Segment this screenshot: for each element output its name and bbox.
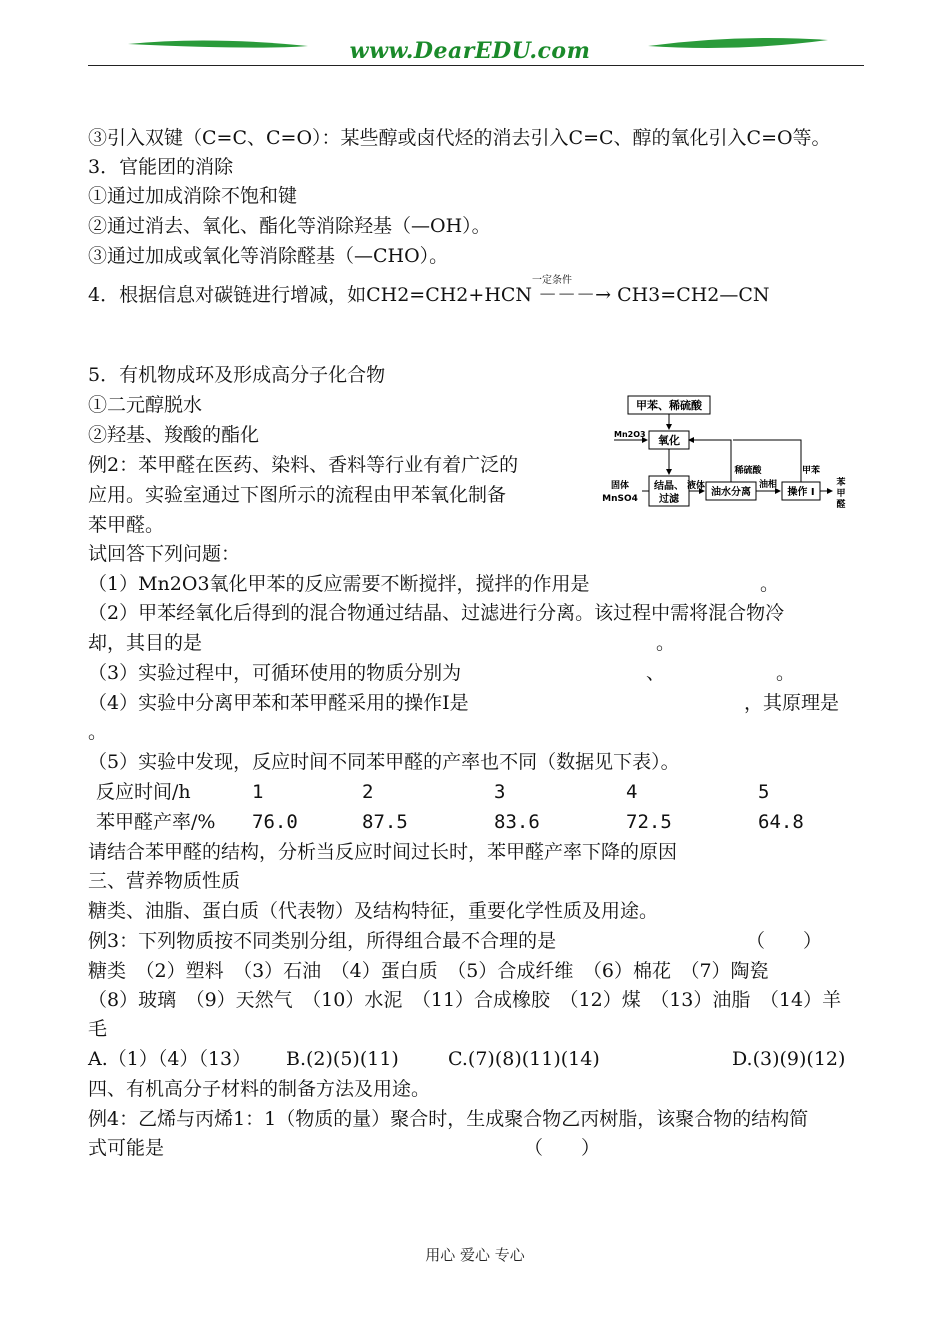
text-line: 糖类 （2）塑料 （3）石油 （4）蛋白质 （5）合成纤维 （6）棉花 （7）陶瓷 [88, 960, 769, 982]
text-line: 应用。实验室通过下图所示的流程由甲苯氧化制备 [88, 484, 507, 506]
text-line: 请结合苯甲醛的结构，分析当反应时间过长时，苯甲醛产率下降的原因 [88, 841, 678, 863]
text-line: （2）甲苯经氧化后得到的混合物通过结晶、过滤进行分离。该过程中需将混合物冷 [88, 602, 785, 624]
table-cell: 3 [494, 781, 506, 803]
text-line: ③通过加成或氧化等消除醛基（—CHO）。 [88, 245, 449, 267]
reaction-condition: 一定条件 [532, 275, 572, 286]
table-cell: 2 [362, 781, 374, 803]
text-line: 式可能是 [88, 1137, 165, 1159]
flow-label: Mn2O3 [614, 430, 646, 439]
text-line: 试回答下列问题： [88, 543, 241, 565]
flow-label: 苯 [836, 478, 846, 488]
flow-label: 油水分离 [711, 487, 751, 498]
flow-label: 操作 I [787, 487, 815, 498]
site-logo: www.DearEDU.com [349, 38, 591, 64]
text-line: （1）Mn2O3氧化甲苯的反应需要不断搅拌，搅拌的作用是 [88, 573, 590, 595]
table-cell: 76.0 [252, 811, 298, 833]
text-line: 却，其目的是 [88, 632, 203, 654]
flow-label: 甲 [836, 489, 846, 499]
header-rule [88, 65, 864, 66]
text-segment: 。 [760, 573, 780, 595]
page-footer: 用心 爱心 专心 [425, 1246, 525, 1264]
flow-label: 固体 [610, 481, 630, 491]
table-cell: 4 [626, 781, 638, 803]
table-cell: 1 [252, 781, 264, 803]
table-cell: 87.5 [362, 811, 408, 833]
text-line: 糖类、油脂、蛋白质（代表物）及结构特征，重要化学性质及用途。 [88, 900, 659, 922]
flow-label: 结晶、 [654, 481, 684, 492]
flow-label: 甲苯 [801, 466, 821, 476]
section-heading: 四、有机高分子材料的制备方法及用途。 [88, 1078, 431, 1100]
text-line: （3）实验过程中，可循环使用的物质分别为 [88, 662, 462, 684]
text-line: （8）玻璃 （9）天然气 （10）水泥 （11）合成橡胶 （12）煤 （13）油脂 （14）羊 [88, 989, 842, 1011]
table-cell: 64.8 [758, 811, 804, 833]
text-segment: 。 [656, 632, 676, 654]
table-header-label: 反应时间/h [96, 781, 191, 803]
answer-paren: （ ） [524, 1137, 601, 1159]
answer-paren: （ ） [746, 930, 823, 952]
flow-label: 过滤 [659, 494, 679, 505]
table-cell: 83.6 [494, 811, 540, 833]
text-line: （5）实验中发现，反应时间不同苯甲醛的产率也不同（数据见下表）。 [88, 751, 680, 773]
text-line: 3．官能团的消除 [88, 156, 234, 178]
text-line: 5．有机物成环及形成高分子化合物 [88, 364, 386, 386]
option-a: A.（1）（4）（13） [88, 1048, 252, 1070]
table-row-label: 苯甲醛产率/% [96, 811, 216, 833]
text-line [88, 281, 770, 309]
table-cell: 5 [758, 781, 770, 803]
flow-label: 醛 [836, 500, 846, 510]
text-segment: 、 [646, 662, 666, 684]
flow-label: MnSO4 [602, 494, 638, 504]
text-line: ①二元醇脱水 [88, 394, 203, 416]
text-line: ②通过消去、氧化、酯化等消除羟基（—OH）。 [88, 215, 491, 237]
text-line: （4）实验中分离甲苯和苯甲醛采用的操作I是 [88, 692, 469, 714]
flow-label: 稀硫酸 [734, 466, 762, 476]
text-segment: CH3=CH2—CN [617, 284, 770, 306]
reaction-arrow: －－－→ [538, 284, 612, 306]
text-line: 。 [88, 721, 108, 743]
flow-label: 液体 [686, 481, 706, 491]
text-line: 苯甲醛。 [88, 514, 165, 536]
text-line: 例4：乙烯与丙烯1：1（物质的量）聚合时，生成聚合物乙丙树脂，该聚合物的结构简 [88, 1108, 809, 1130]
process-flowchart [602, 393, 866, 518]
flow-label: 甲苯、稀硫酸 [636, 399, 702, 412]
flow-label: 油相 [758, 480, 778, 490]
section-heading: 三、营养物质性质 [88, 870, 241, 892]
option-d: D.(3)(9)(12) [732, 1048, 846, 1070]
option-c: C.(7)(8)(11)(14) [448, 1048, 600, 1070]
text-line: 毛 [88, 1018, 108, 1040]
text-segment: 。 [776, 662, 796, 684]
table-cell: 72.5 [626, 811, 672, 833]
text-line: 例2：苯甲醛在医药、染料、香料等行业有着广泛的 [88, 454, 519, 476]
text-line: ②羟基、羧酸的酯化 [88, 424, 260, 446]
flow-label: 氧化 [658, 434, 680, 447]
text-line: ①通过加成消除不饱和键 [88, 185, 298, 207]
option-b: B.(2)(5)(11) [286, 1048, 399, 1070]
text-line: ③引入双键（C=C、C=O）：某些醇或卤代烃的消去引入C=C、醇的氧化引入C=O等。 [88, 127, 831, 149]
text-line: 例3：下列物质按不同类别分组，所得组合最不合理的是 [88, 930, 557, 952]
text-segment: 4．根据信息对碳链进行增减，如CH2=CH2+HCN [88, 284, 533, 306]
text-segment: ，其原理是 [744, 692, 840, 714]
